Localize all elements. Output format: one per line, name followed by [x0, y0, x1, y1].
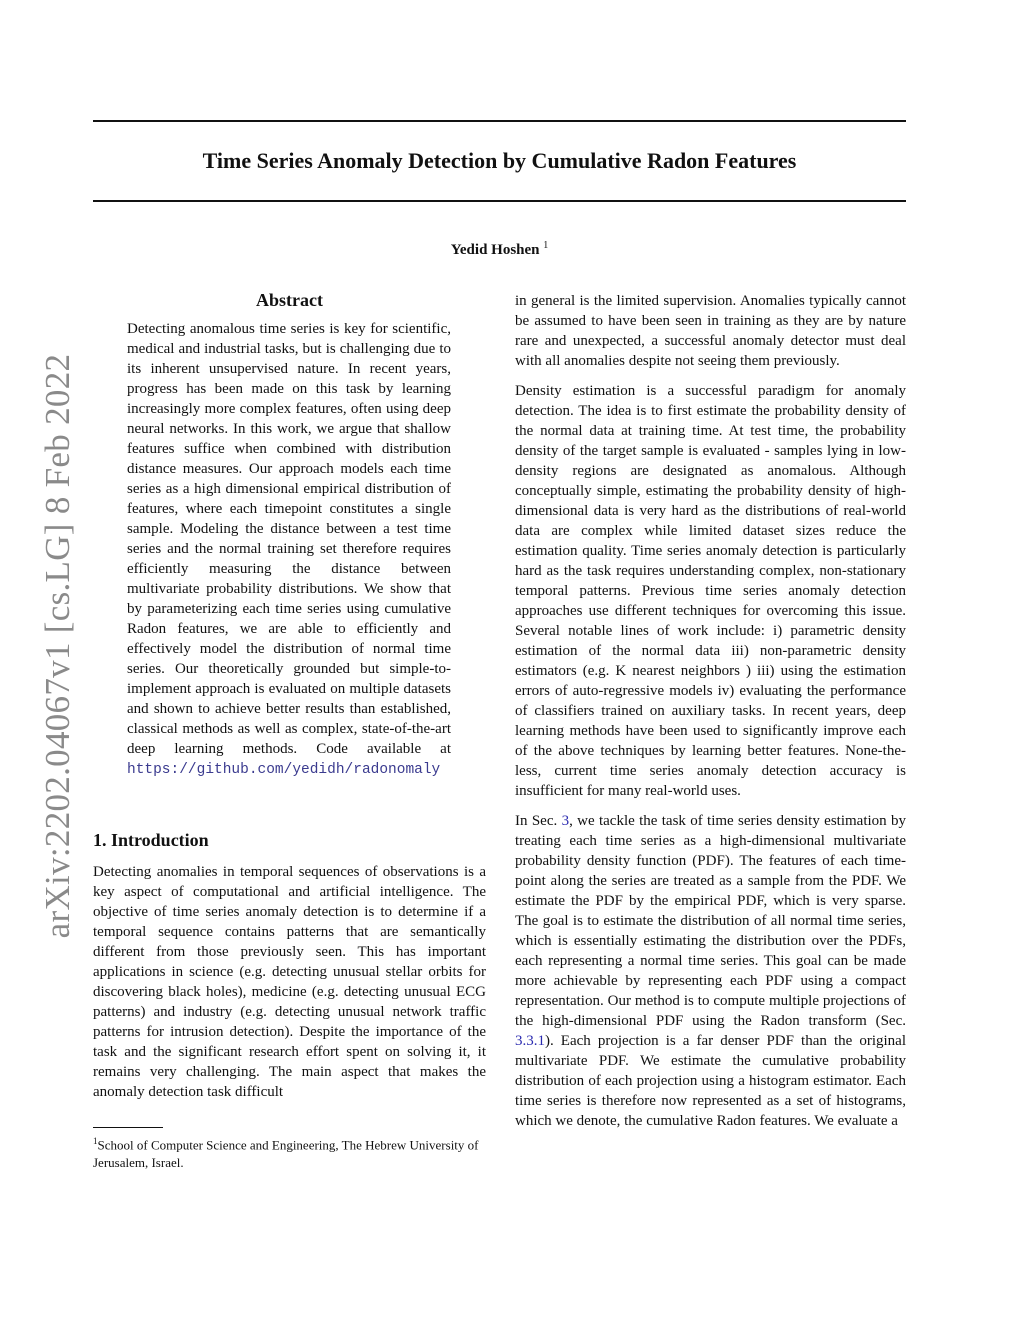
footnote-area — [93, 1127, 486, 1172]
right-paragraph-3 — [515, 811, 906, 1131]
paper-title: Time Series Anomaly Detection by Cumulative Radon Features — [202, 148, 797, 173]
abstract-text: Detecting anomalous time series is key for scientific, medical and industrial tasks, but is challenging due to its inherent unsupervised nature. In recent years, progress has been made on this task by learning increasingly more complex features, often using deep neural networks. In this work, we argue that shallow features suffice when combined with distribution distance measures. Our approach models each time series as a high dimensional empirical distribution of features, where each timepoint constitutes a single sample. Modeling the distance between a test time series and the normal training set therefore requires efficiently measuring the distance between multivariate probability distributions. We show that by parameterizing each time series using cumulative Radon features, we are able to efficiently and effectively model the distribution of normal time series. Our theoretically grounded but simple-to-implement approach is evaluated on multiple datasets and shown to achieve better results than established, classical methods as well as complex, state-of-the-art deep learning methods. Code available at — [127, 321, 451, 757]
author-affiliation-mark: 1 — [543, 240, 549, 251]
arxiv-identifier-stamp[interactable]: arXiv:2202.04067v1 [cs.LG] 8 Feb 2022 — [38, 353, 77, 939]
title-rule-top — [93, 120, 906, 122]
abstract-body — [127, 319, 451, 780]
abstract-heading: Abstract — [256, 290, 323, 310]
footnote-rule — [93, 1127, 163, 1128]
footnote-mark: 1 — [93, 1136, 98, 1146]
p3-text-b: , we tackle the task of time series density estimation by treating each time series as a high-dimensional multivariate probability density function (PDF). The features of each time-point along the series are treated as a sample from the PDF. We estimate the PDF by the empirical PDF, which is very sparse. The goal is to estimate the distribution of all normal time series, which is essentially estimating the distribution over the PDFs, each representing a normal time series. This goal can be made more achievable by representing each PDF using a compact representation. Our method is to compute multiple projections of the high-dimensional PDF using the Radon transform (Sec. — [515, 813, 906, 1029]
right-column — [515, 291, 906, 1141]
author-line — [93, 236, 906, 260]
intro-paragraph-1: Detecting anomalies in temporal sequences of observations is a key aspect of computational and artificial intelligence. The objective of time series anomaly detection is to determine if a temporal sequence contains patterns that are semantically different from those previously seen. This has important applications in science (e.g. detecting unusual stellar orbits for discovering black holes), medicine (e.g. detecting unusual ECG patterns) and industry (e.g. detecting unusual network traffic patterns for intrusion detection). Despite the importance of the task and the significant research effort spent on solving it, it remains very challenging. The main aspect that makes the anomaly detection task difficult — [93, 864, 486, 1100]
section-heading-introduction: 1. Introduction — [93, 830, 209, 850]
left-column — [93, 288, 486, 1112]
section-ref-link[interactable]: 3 — [561, 813, 570, 829]
code-link[interactable]: https://github.com/yedidh/radonomaly — [127, 762, 441, 778]
author-name: Yedid Hoshen — [450, 242, 540, 258]
right-paragraph-2: Density estimation is a successful paradigm for anomaly detection. The idea is to first estimate the probability density of the normal data at training time. At test time, the probability density of the target sample is evaluated - samples lying in low-density regions are designated as anomalous. Although conceptually simple, estimating the probability density of high-dimensional data is very hard as the distributions of real-world data are complex while limited dataset sizes reduce the estimation quality. Time series anomaly detection is particularly hard as the task requires understanding complex, non-stationary temporal patterns. Previous time series anomaly detection approaches use different techniques for overcoming this issue. Several notable lines of work include: i) parametric density estimation of the normal data iii) non-parametric density estimators (e.g. K nearest neighbors ) iii) using the estimation errors of auto-regressive models iv) evaluating the performance of classifiers trained on auxiliary tasks. In recent years, deep learning methods have been used to significantly improve each of the above techniques by learning better features. None-the-less, current time series anomaly detection accuracy is insufficient for many real-world uses. — [515, 383, 906, 799]
subsection-ref-link[interactable]: 3.3.1 — [515, 1033, 545, 1049]
p3-text-c: ). Each projection is a far denser PDF than the original multivariate PDF. We estimate the cumulative probability distribution of each projection using a histogram estimator. Each time series is therefore now represented as a set of histograms, which we denote, the cumulative Radon features. We evaluate a — [515, 1033, 906, 1129]
footnote-text: School of Computer Science and Engineering, The Hebrew University of Jerusalem, Israel. — [93, 1137, 479, 1171]
title-rule-bottom — [93, 200, 906, 202]
right-paragraph-1: in general is the limited supervision. Anomalies typically cannot be assumed to have been seen in training as they are by nature rare and unexpected, a successful anomaly detector must deal with all anomalies despite not seeing them previously. — [515, 293, 906, 369]
footnote — [93, 1132, 486, 1172]
p3-text-a: In Sec. — [515, 813, 558, 829]
